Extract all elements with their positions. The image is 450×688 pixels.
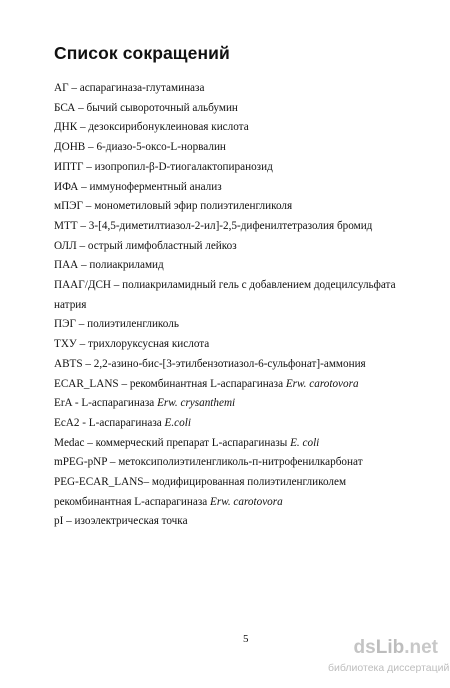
abbreviation-list: [54, 79, 414, 532]
entry-text: ПАА – полиакриламид: [54, 259, 164, 272]
abbreviation-entry: [54, 79, 414, 99]
entry-text: ОЛЛ – острый лимфобластный лейкоз: [54, 239, 237, 252]
entry-text: ECAR_LANS – рекомбинантная L-аспарагиназа: [54, 377, 286, 390]
entry-text: ИПТГ – изопропил-β-D-тиогалактопиранозид: [54, 160, 273, 173]
entry-text: натрия: [54, 298, 87, 311]
entry-text: рекомбинантная L-аспарагиназа: [54, 495, 211, 508]
abbreviation-entry: [54, 355, 414, 375]
page-number: 5: [243, 633, 249, 645]
abbreviation-entry: [54, 512, 414, 532]
entry-text: мПЭГ – монометиловый эфир полиэтиленгликоля: [54, 200, 293, 213]
abbreviation-entry: [54, 493, 414, 513]
abbreviation-entry: [54, 315, 414, 335]
abbreviation-entry: [54, 256, 414, 276]
abbreviation-entry: [54, 414, 414, 434]
watermark-logo-text: dsLib.net: [353, 637, 438, 658]
entry-text: EcA2 - L-аспарагиназа: [54, 416, 165, 429]
abbreviation-entry: [54, 197, 414, 217]
entry-text: ИФА – иммуноферментный анализ: [54, 180, 222, 193]
abbreviation-entry: [54, 473, 414, 493]
abbreviation-entry: [54, 217, 414, 237]
abbreviation-entry: [54, 296, 414, 316]
entry-text: ДНК – дезоксирибонуклеиновая кислота: [54, 121, 249, 134]
abbreviation-entry: [54, 138, 414, 158]
page-title: Список сокращений: [54, 43, 230, 63]
abbreviation-entry: [54, 453, 414, 473]
entry-text: БСА – бычий сывороточный альбумин: [54, 101, 238, 114]
entry-text: pI – изоэлектрическая точка: [54, 515, 188, 528]
entry-text: ПЭГ – полиэтиленгликоль: [54, 318, 179, 331]
entry-text: ДОНВ – 6-диазо-5-оксо-L-норвалин: [54, 141, 226, 154]
abbreviation-entry: [54, 335, 414, 355]
entry-italic-text: E.coli: [164, 416, 191, 429]
entry-text: АГ – аспарагиназа-глутаминаза: [54, 82, 205, 94]
watermark-logo: [328, 638, 448, 680]
abbreviation-entry: [54, 394, 414, 414]
watermark-subtitle: библиотека диссертаций: [328, 662, 450, 674]
entry-text: ТХУ – трихлоруксусная кислота: [54, 338, 210, 351]
abbreviation-entry: [54, 178, 414, 198]
entry-text: ABTS – 2,2-азино-бис-[3-этилбензотиазол-6-сульфонат]-аммония: [54, 357, 366, 370]
entry-text: PEG-ECAR_LANS– модифицированная полиэтиленгликолем: [54, 476, 347, 489]
abbreviation-entry: [54, 375, 414, 395]
abbreviation-entry: [54, 158, 414, 178]
entry-text: МТТ – 3-[4,5-диметилтиазол-2-ил]-2,5-дифенилтетразолия бромид: [54, 219, 373, 232]
entry-italic-text: Erw. crysanthemi: [157, 397, 236, 410]
entry-italic-text: Erw. carotovora: [285, 377, 359, 390]
entry-text: ПААГ/ДСН – полиакриламидный гель с добавлением додецилсульфата: [54, 279, 396, 292]
entry-italic-text: Erw. carotovora: [210, 495, 283, 508]
abbreviation-entry: [54, 276, 414, 296]
entry-text: ErA - L-аспарагиназа: [54, 397, 158, 410]
abbreviation-entry: [54, 99, 414, 119]
abbreviation-entry: [54, 118, 414, 138]
abbreviation-entry: [54, 434, 414, 454]
entry-text: Medac – коммерческий препарат L-аспарагиназы: [54, 436, 291, 449]
entry-italic-text: E. coli: [290, 436, 320, 449]
abbreviation-entry: [54, 237, 414, 257]
entry-text: mPEG-pNP – метоксиполиэтиленгликоль-п-нитрофенилкарбонат: [54, 456, 363, 469]
